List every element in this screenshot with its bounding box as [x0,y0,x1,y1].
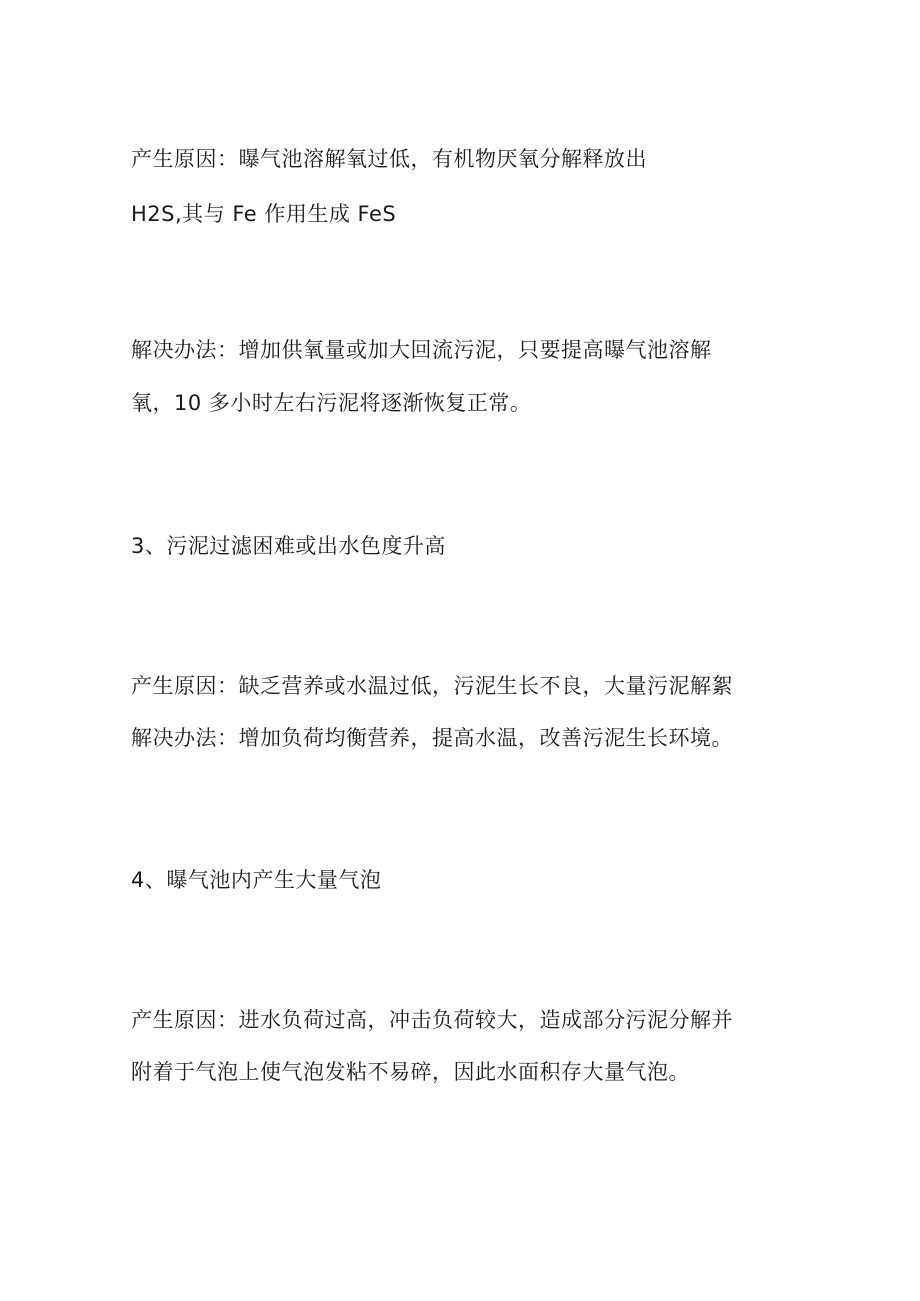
solution-text-line-1: 解决办法：增加供氧量或加大回流污泥，只要提高曝气池溶解 [131,338,712,362]
section-heading-4: 4、曝气池内产生大量气泡 [131,868,382,892]
section-heading-3: 3、污泥过滤困难或出水色度升高 [131,534,446,558]
cause-text-section-4-line-1: 产生原因：进水负荷过高，冲击负荷较大，造成部分污泥分解并 [131,1008,733,1032]
solution-text-line-2: 氧，10 多小时左右污泥将逐渐恢复正常。 [131,391,532,415]
cause-text-line-1: 产生原因：曝气池溶解氧过低，有机物厌氧分解释放出 [131,147,647,171]
cause-text-section-3: 产生原因：缺乏营养或水温过低，污泥生长不良，大量污泥解絮 [131,674,733,698]
cause-text-line-2: H2S,其与 Fe 作用生成 FeS [131,202,397,226]
cause-text-section-4-line-2: 附着于气泡上使气泡发粘不易碎，因此水面积存大量气泡。 [131,1060,690,1084]
solution-text-section-3: 解决办法：增加负荷均衡营养，提高水温，改善污泥生长环境。 [131,726,733,750]
